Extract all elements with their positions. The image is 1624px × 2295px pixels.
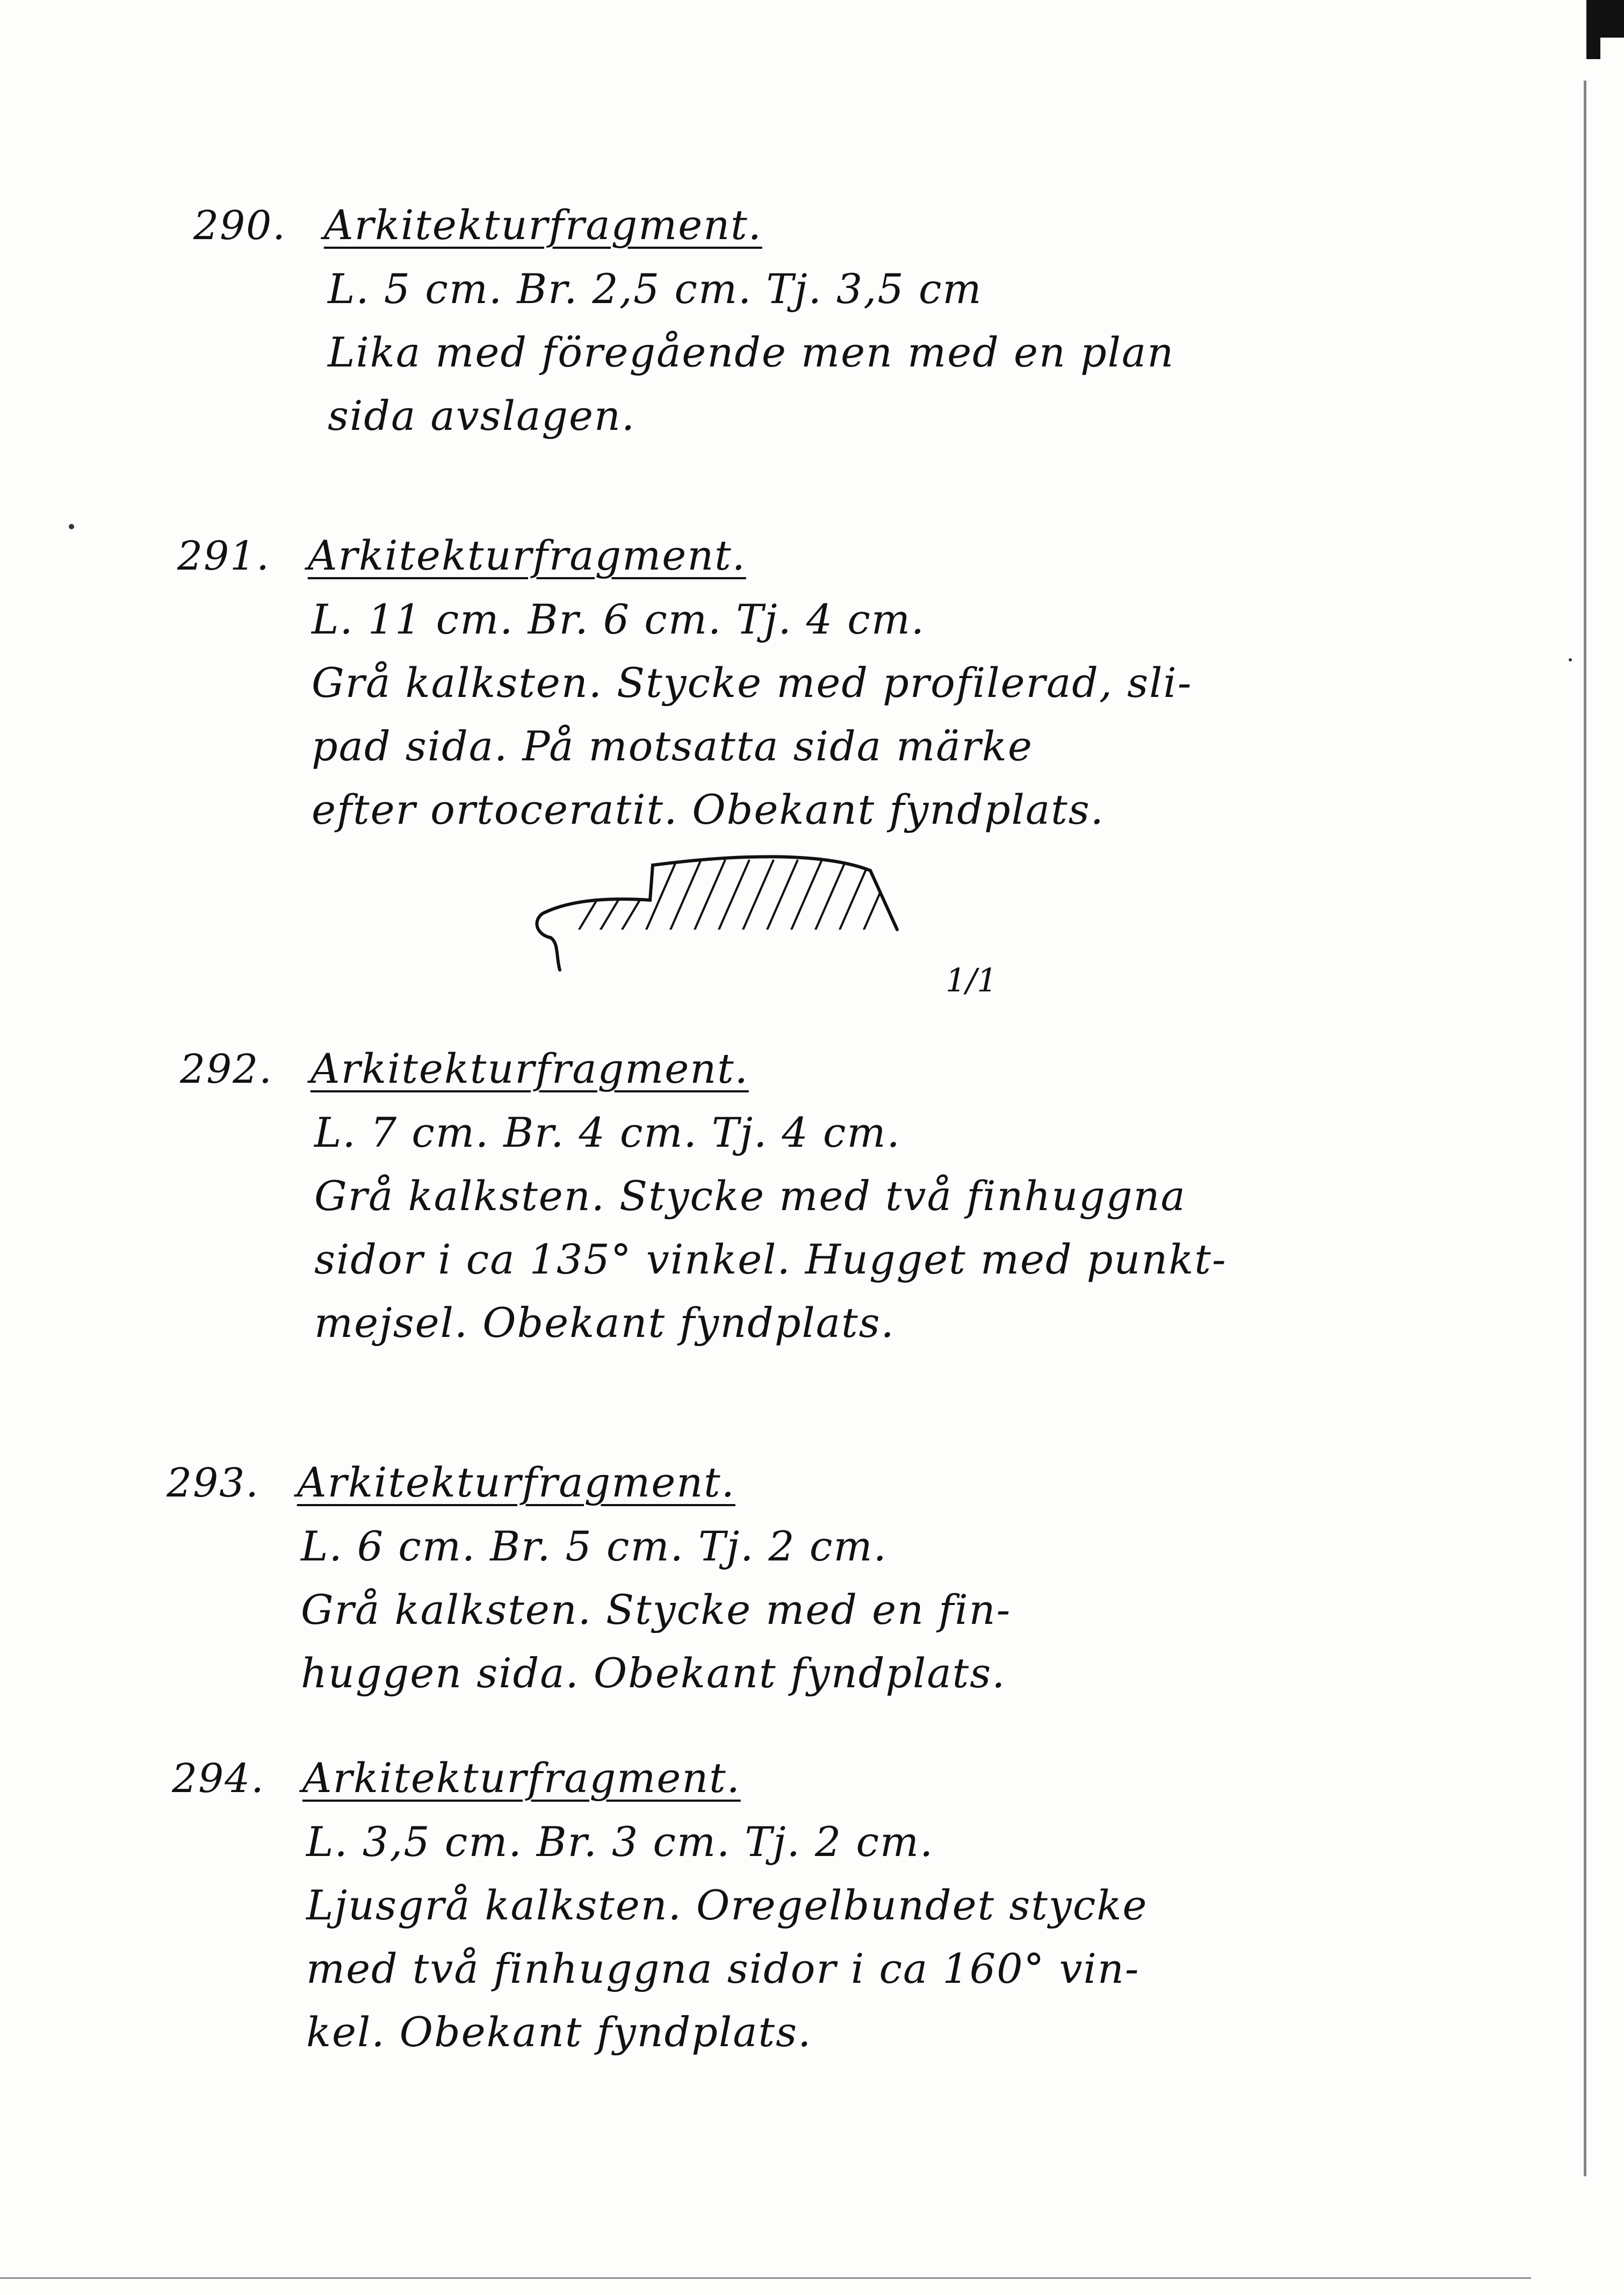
entry-body — [306, 1810, 1289, 2064]
entry-line: L. 5 cm. Br. 2,5 cm. Tj. 3,5 cm — [328, 265, 983, 313]
page-edge-line — [1584, 81, 1586, 2176]
entry-292 — [180, 1037, 1297, 1355]
entry-number: 294. — [172, 1756, 265, 1802]
entry-line: med två finhuggna sidor i ca 160° vin- — [306, 1945, 1140, 1992]
sketch-scale-label: 1/1 — [945, 962, 998, 999]
entry-line: Ljusgrå kalksten. Oregelbundet stycke — [306, 1881, 1148, 1929]
entry-line: L. 7 cm. Br. 4 cm. Tj. 4 cm. — [314, 1109, 901, 1156]
entry-title: Arkitekturfragment. — [310, 1045, 749, 1092]
entry-line: L. 11 cm. Br. 6 cm. Tj. 4 cm. — [312, 595, 926, 643]
entry-line: Grå kalksten. Stycke med en fin- — [301, 1586, 1012, 1634]
corner-mark — [1586, 0, 1624, 38]
stray-dot — [1569, 658, 1572, 661]
entry-header — [172, 1746, 1289, 1810]
entry-line: Grå kalksten. Stycke med två finhuggna — [314, 1172, 1186, 1220]
bottom-rule — [0, 2277, 1531, 2279]
entry-294 — [172, 1746, 1289, 2064]
entry-line: Lika med föregående men med en plan — [328, 328, 1175, 376]
entry-291 — [177, 524, 1295, 841]
entry-body — [301, 1515, 1284, 1705]
entry-line: L. 3,5 cm. Br. 3 cm. Tj. 2 cm. — [306, 1818, 934, 1866]
entry-title: Arkitekturfragment. — [307, 531, 746, 579]
entry-293 — [167, 1451, 1284, 1705]
entry-line: efter ortoceratit. Obekant fyndplats. — [312, 786, 1105, 833]
entry-header — [180, 1037, 1297, 1101]
entry-header — [193, 193, 1311, 257]
entry-line: Grå kalksten. Stycke med profilerad, sli- — [312, 659, 1193, 707]
entry-body — [328, 257, 1311, 448]
entry-number: 291. — [177, 533, 270, 579]
entry-line: huggen sida. Obekant fyndplats. — [301, 1649, 1006, 1697]
entry-number: 293. — [167, 1460, 259, 1506]
entry-number: 290. — [193, 203, 286, 249]
entry-290 — [193, 193, 1311, 448]
entry-line: L. 6 cm. Br. 5 cm. Tj. 2 cm. — [301, 1522, 887, 1570]
entry-body — [314, 1101, 1297, 1355]
entry-title: Arkitekturfragment. — [302, 1754, 741, 1802]
entry-line: mejsel. Obekant fyndplats. — [314, 1299, 895, 1347]
stray-dot — [69, 524, 74, 529]
entry-body — [312, 588, 1295, 841]
profile-section-sketch-icon — [521, 849, 1005, 1026]
entry-line: sida avslagen. — [328, 392, 636, 440]
entry-line: pad sida. På motsatta sida märke — [312, 722, 1033, 770]
entry-header — [167, 1451, 1284, 1515]
entry-number: 292. — [180, 1046, 273, 1092]
entry-line: sidor i ca 135° vinkel. Hugget med punkt- — [314, 1235, 1227, 1283]
entry-title: Arkitekturfragment. — [323, 201, 762, 249]
entry-line: kel. Obekant fyndplats. — [306, 2008, 812, 2056]
entry-header — [177, 524, 1295, 588]
entry-title: Arkitekturfragment. — [297, 1458, 735, 1506]
